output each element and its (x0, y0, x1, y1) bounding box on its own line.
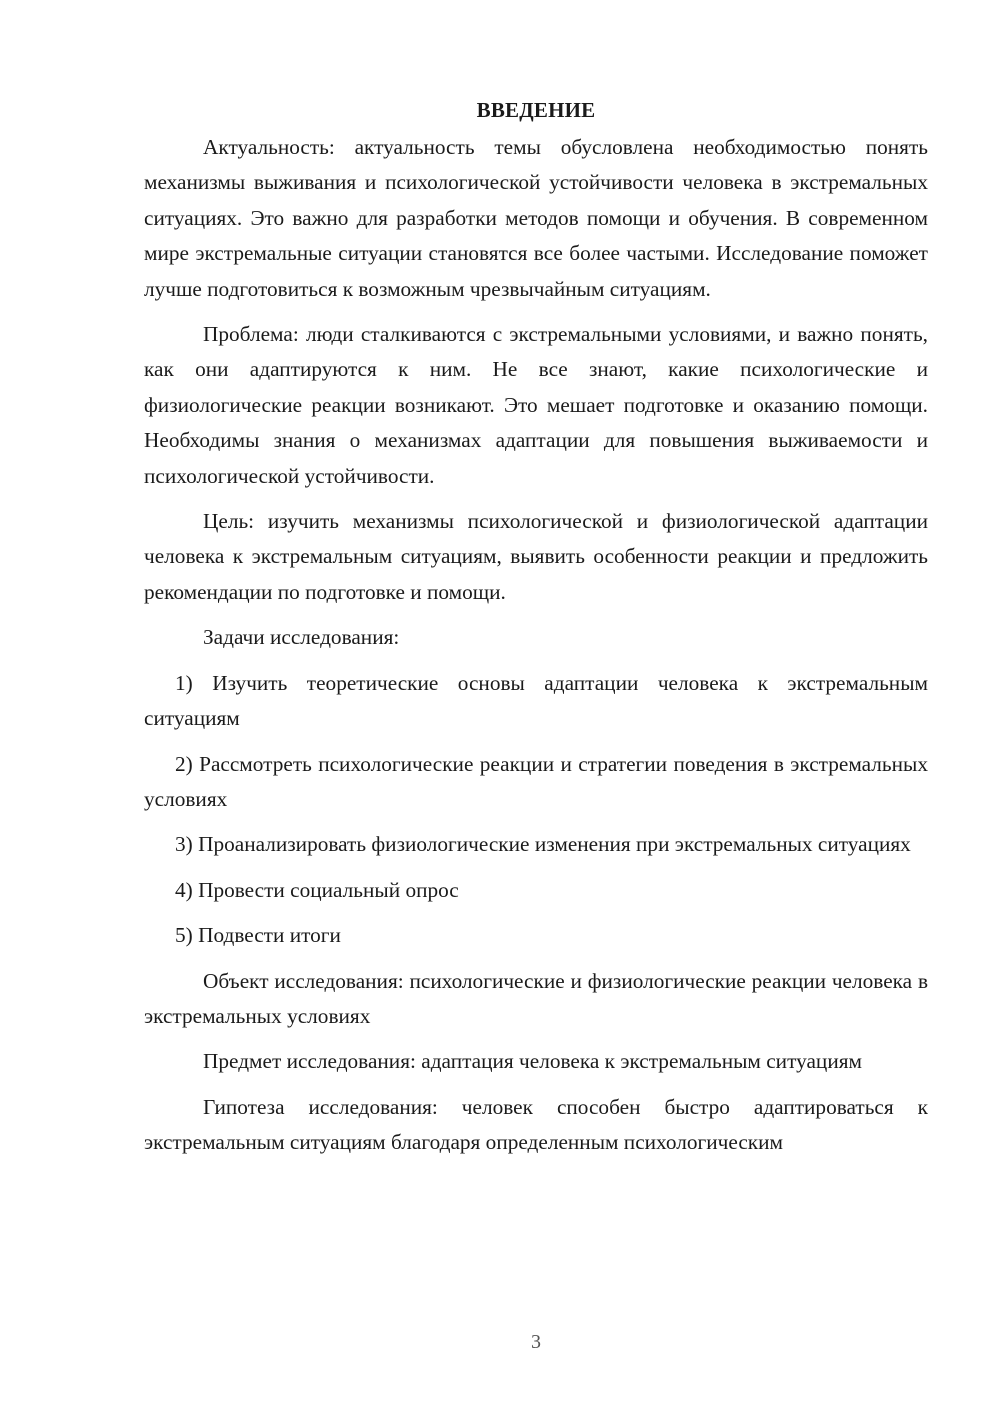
paragraph-subject: Предмет исследования: адаптация человека к экстремальным ситуациям (203, 1049, 862, 1074)
paragraph-object: Объект исследования: психологические и физиологические реакции человека в экстремальных условиях (144, 968, 928, 1028)
tasks-list (144, 666, 928, 954)
task-item: 4) Провести социальный опрос (175, 877, 459, 902)
paragraph-hypothesis: Гипотеза исследования: человек способен быстро адаптироваться к экстремальным ситуациям благодаря определенным психологическим (144, 1094, 928, 1155)
document-page (144, 92, 928, 1171)
paragraph-tasks-intro: Задачи исследования: (203, 625, 400, 650)
task-item: 2) Рассмотреть психологические реакции и стратегии поведения в экстремальных условиях (144, 751, 928, 811)
paragraph-problem: Проблема: люди сталкиваются с экстремальными условиями, и важно понять, как они адаптируются к ним. Не все знают, какие психологические и физиологические реакции возникают. Это мешает подготовке и оказанию помощи. Необходимы знания о механизмах адаптации для повышения выживаемости и психологической устойчивости. (144, 322, 928, 488)
task-item: 5) Подвести итоги (175, 923, 341, 948)
task-item: 1) Изучить теоретические основы адаптации человека к экстремальным ситуациям (144, 670, 928, 731)
paragraph-relevance: Актуальность: актуальность темы обусловлена необходимостью понять механизмы выживания и психологической устойчивости человека в экстремальных ситуациях. Это важно для разработки методов помощи и обучения. В современном мире экстремальные ситуации становятся все более частыми. Исследование поможет лучше подготовиться к возможным чрезвычайным ситуациям. (144, 135, 928, 301)
page-number: 3 (531, 1331, 541, 1353)
paragraph-goal: Цель: изучить механизмы психологической и физиологической адаптации человека к экстремальным ситуациям, выявить особенности реакции и предложить рекомендации по подготовке и помощи. (144, 509, 928, 604)
section-heading: ВВЕДЕНИЕ (476, 98, 596, 122)
task-item: 3) Проанализировать физиологические изменения при экстремальных ситуациях (175, 832, 911, 857)
